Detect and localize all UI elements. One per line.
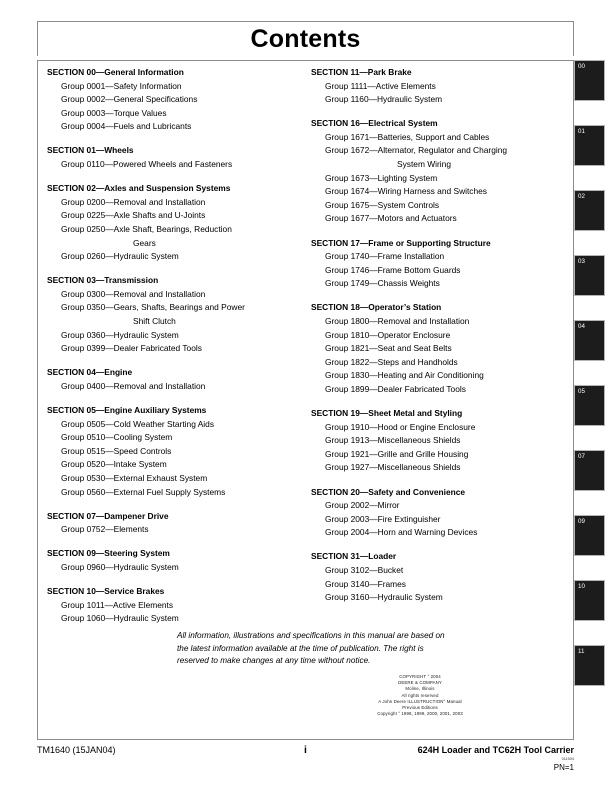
section-heading[interactable]: SECTION 31—Loader [311, 551, 397, 562]
group-entry[interactable]: Group 0260—Hydraulic System [61, 251, 179, 262]
group-entry[interactable]: Group 0200—Removal and Installation [61, 196, 206, 207]
group-entry[interactable]: Group 1913—Miscellaneous Shields [325, 435, 461, 446]
section-heading[interactable]: SECTION 07—Dampener Drive [47, 510, 169, 521]
group-entry[interactable]: Group 1672—Alternator, Regulator and Charging [325, 145, 508, 156]
section-tab[interactable]: 02 [574, 190, 605, 231]
contents-section [47, 585, 305, 626]
contents-section [47, 144, 305, 171]
group-entry[interactable]: Group 0530—External Exhaust System [61, 472, 208, 483]
group-entry[interactable]: Group 1899—Dealer Fabricated Tools [325, 383, 466, 394]
footer-manual-id: TM1640 (15JAN04) [37, 745, 116, 755]
copyright-line: A John Deere ILLUSTRUCTION° Manual [378, 698, 462, 704]
group-entry[interactable]: Group 1673—Lighting System [325, 172, 438, 183]
contents-section [47, 366, 305, 393]
group-entry[interactable]: Group 1111—Active Elements [325, 80, 436, 91]
section-tab[interactable]: 07 [574, 450, 605, 491]
section-tab[interactable]: 00 [574, 60, 605, 101]
copyright-block [330, 674, 510, 717]
group-entry[interactable]: Group 3102—Bucket [325, 565, 404, 575]
group-entry[interactable]: Group 1800—Removal and Installation [325, 316, 470, 326]
group-entry[interactable]: Group 0510—Cooling System [61, 432, 173, 443]
section-heading[interactable]: SECTION 19—Sheet Metal and Styling [311, 408, 463, 419]
section-heading[interactable]: SECTION 11—Park Brake [311, 67, 412, 77]
section-heading[interactable]: SECTION 10—Service Brakes [47, 586, 165, 596]
group-entry-continuation: Shift Clutch [133, 316, 176, 326]
group-entry[interactable]: Group 1060—Hydraulic System [61, 613, 179, 624]
copyright-line: Copyright ° 1998, 1999, 2000, 2001, 2003 [377, 711, 463, 717]
group-entry[interactable]: Group 1810—Operator Enclosure [325, 329, 451, 340]
section-tab[interactable]: 01 [574, 125, 605, 166]
group-entry[interactable]: Group 1910—Hood or Engine Enclosure [325, 421, 476, 432]
group-entry[interactable]: Group 3160—Hydraulic System [325, 592, 443, 603]
group-entry[interactable]: Group 1675—System Controls [325, 199, 440, 210]
page-title: Contents [250, 25, 361, 53]
contents-section [311, 407, 569, 475]
section-tab[interactable]: 04 [574, 320, 605, 361]
copyright-line: Previous Editions [402, 705, 438, 711]
group-entry[interactable]: Group 2004—Horn and Warning Devices [325, 527, 478, 538]
group-entry[interactable]: Group 0110—Powered Wheels and Fasteners [61, 159, 233, 170]
group-entry[interactable]: Group 0300—Removal and Installation [61, 288, 206, 299]
contents-columns [37, 66, 574, 626]
section-heading[interactable]: SECTION 20—Safety and Convenience [311, 486, 466, 497]
group-entry[interactable]: Group 1160—Hydraulic System [325, 94, 443, 105]
disclaimer-note [177, 630, 507, 668]
group-entry[interactable]: Group 0004—Fuels and Lubricants [61, 121, 192, 132]
contents-section [311, 486, 569, 540]
contents-section [311, 237, 569, 291]
contents-section [311, 117, 569, 226]
contents-section [311, 301, 569, 396]
group-entry[interactable]: Group 2002—Mirror [325, 500, 400, 511]
contents-section [47, 404, 305, 499]
section-heading[interactable]: SECTION 09—Steering System [47, 548, 170, 559]
group-entry[interactable]: Group 1674—Wiring Harness and Switches [325, 186, 487, 197]
copyright-line: Moline, Illinois [405, 686, 435, 692]
section-heading[interactable]: SECTION 04—Engine [47, 367, 133, 378]
contents-section [311, 66, 569, 107]
group-entry[interactable]: Group 2003—Fire Extinguisher [325, 513, 441, 524]
footer-date-code: 011504 [561, 757, 574, 761]
group-entry[interactable]: Group 0505—Cold Weather Starting Aids [61, 418, 215, 429]
section-heading[interactable]: SECTION 03—Transmission [47, 275, 159, 286]
contents-left-column [47, 66, 305, 626]
footer-page-number: i [304, 744, 307, 756]
contents-section [47, 274, 305, 356]
section-tab[interactable]: 09 [574, 515, 605, 556]
group-entry[interactable]: Group 1830—Heating and Air Conditioning [325, 370, 484, 381]
group-entry[interactable]: Group 1822—Steps and Handholds [325, 356, 458, 367]
group-entry[interactable]: Group 0520—Intake System [61, 459, 167, 470]
group-entry[interactable]: Group 1740—Frame Installation [325, 251, 445, 262]
disclaimer-line: reserved to make changes at any time without notice. [177, 656, 371, 666]
group-entry[interactable]: Group 0003—Torque Values [61, 107, 167, 118]
group-entry[interactable]: Group 1011—Active Elements [61, 599, 174, 610]
footer-model-name: 624H Loader and TC62H Tool Carrier [417, 745, 574, 755]
section-heading[interactable]: SECTION 18—Operator’s Station [311, 302, 442, 313]
group-entry[interactable]: Group 0515—Speed Controls [61, 445, 172, 456]
group-entry[interactable]: Group 1749—Chassis Weights [325, 278, 440, 289]
copyright-line: COPYRIGHT ° 2004 [399, 674, 441, 679]
group-entry[interactable]: Group 0560—External Fuel Supply Systems [61, 486, 226, 497]
section-heading[interactable]: SECTION 02—Axles and Suspension Systems [47, 183, 231, 194]
group-entry[interactable]: Group 0225—Axle Shafts and U-Joints [61, 210, 206, 221]
section-heading[interactable]: SECTION 01—Wheels [47, 145, 134, 156]
contents-section [311, 550, 569, 604]
group-entry[interactable]: Group 3140—Frames [325, 578, 406, 589]
contents-section [47, 547, 305, 574]
section-tab[interactable]: 10 [574, 580, 605, 621]
group-entry-continuation: Gears [133, 237, 156, 248]
copyright-line: All rights reserved [401, 692, 439, 698]
group-entry[interactable]: Group 0350—Gears, Shafts, Bearings and Power [61, 302, 245, 313]
section-tab[interactable]: 03 [574, 255, 605, 296]
group-entry[interactable]: Group 1746—Frame Bottom Guards [325, 264, 461, 275]
contents-section [47, 66, 305, 134]
group-entry[interactable]: Group 1821—Seat and Seat Belts [325, 343, 452, 354]
copyright-line: DEERE & COMPANY [398, 680, 442, 686]
section-tab[interactable]: 11 [574, 645, 605, 686]
footer-pn-label: PN=1 [553, 763, 574, 772]
group-entry[interactable]: Group 0400—Removal and Installation [61, 380, 206, 391]
group-entry[interactable]: Group 0752—Elements [61, 524, 149, 535]
section-heading[interactable]: SECTION 17—Frame or Supporting Structure [311, 237, 491, 248]
contents-right-column [311, 66, 569, 605]
section-heading[interactable]: SECTION 16—Electrical System [311, 118, 438, 129]
section-heading[interactable]: SECTION 00—General Information [47, 67, 184, 77]
group-entry[interactable]: Group 0002—General Specifications [61, 94, 198, 105]
group-entry[interactable]: Group 0250—Axle Shaft, Bearings, Reduction [61, 223, 232, 234]
disclaimer-line: All information, illustrations and specifications in this manual are based on [177, 631, 445, 640]
group-entry[interactable]: Group 1927—Miscellaneous Shields [325, 462, 461, 473]
group-entry[interactable]: Group 0360—Hydraulic System [61, 329, 179, 340]
contents-section [47, 510, 305, 537]
group-entry[interactable]: Group 1677—Motors and Actuators [325, 213, 457, 224]
group-entry[interactable]: Group 1921—Grille and Grille Housing [325, 448, 469, 459]
contents-section [47, 182, 305, 264]
group-entry-continuation: System Wiring [397, 159, 451, 170]
section-heading[interactable]: SECTION 05—Engine Auxiliary Systems [47, 404, 207, 415]
group-entry[interactable]: Group 1671—Batteries, Support and Cables [325, 131, 490, 142]
group-entry[interactable]: Group 0001—Safety Information [61, 80, 182, 91]
disclaimer-line: the latest information available at the time of publication. The right is [177, 643, 424, 653]
section-tab[interactable]: 05 [574, 385, 605, 426]
section-tab-rail [574, 60, 612, 740]
group-entry[interactable]: Group 0960—Hydraulic System [61, 561, 179, 572]
group-entry[interactable]: Group 0399—Dealer Fabricated Tools [61, 343, 202, 354]
